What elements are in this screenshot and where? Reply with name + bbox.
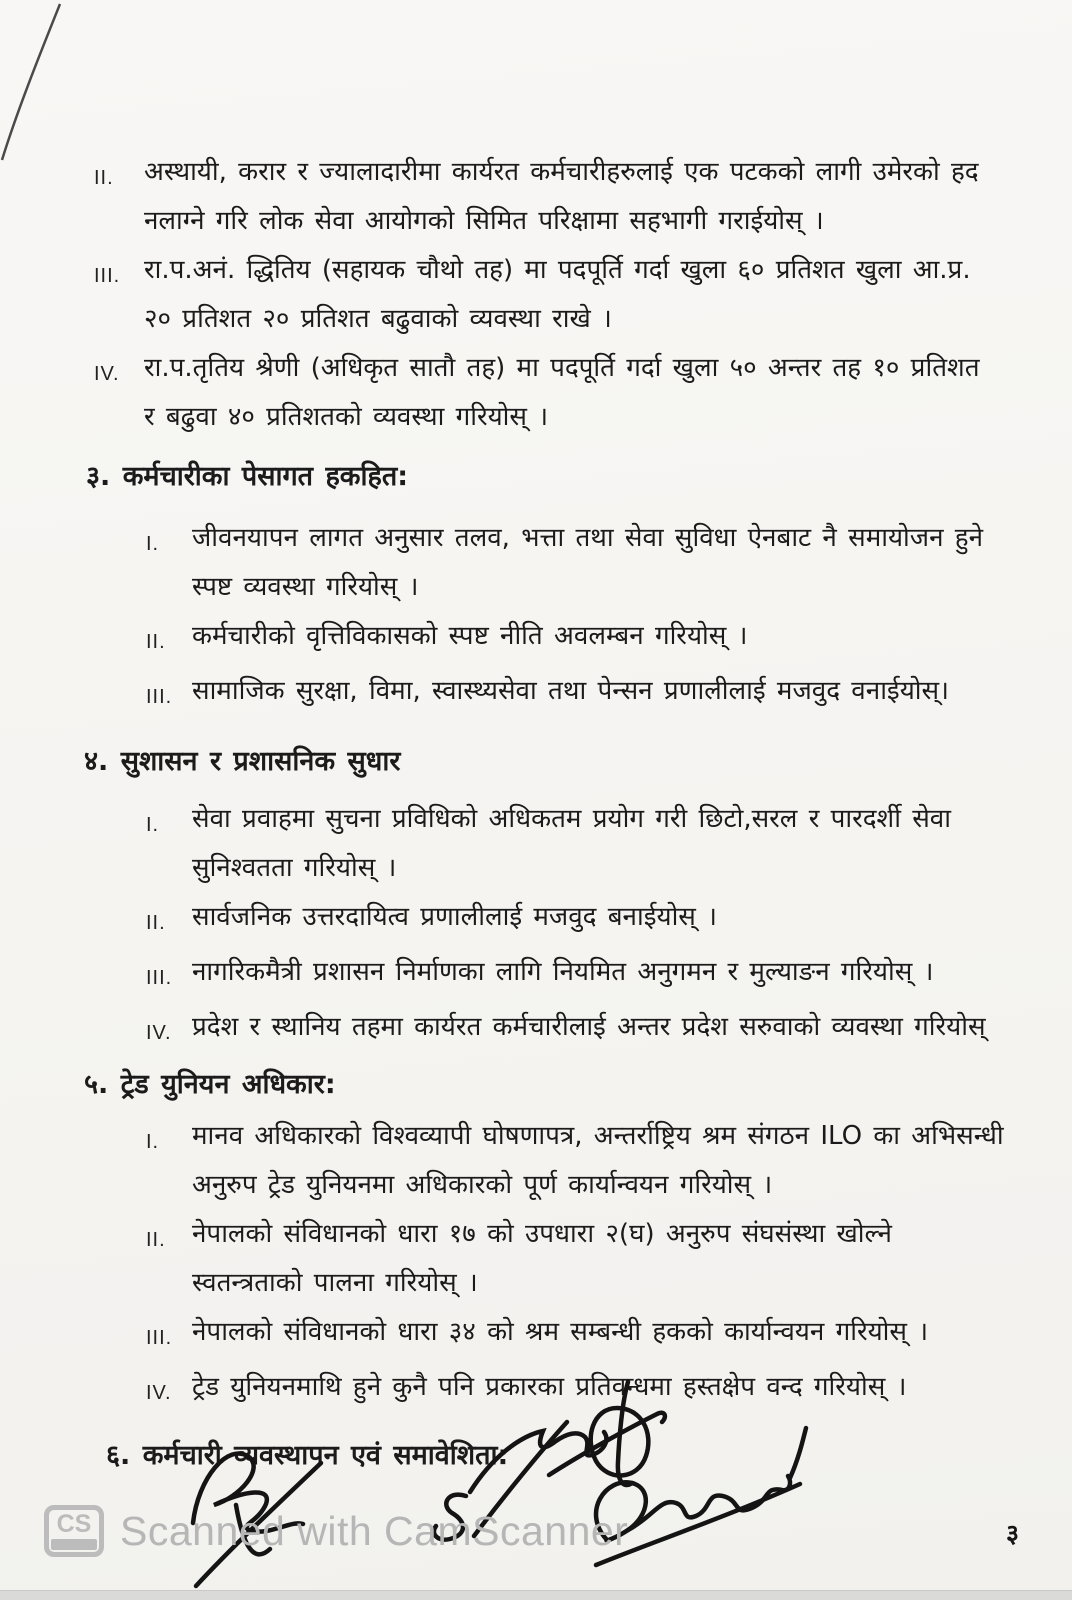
- item-marker: III.: [94, 265, 121, 287]
- text-line: जीवनयापन लागत अनुसार तलव, भत्ता तथा सेवा सुविधा ऐनबाट नै समायोजन हुने: [192, 523, 984, 553]
- list-item: [0, 514, 1045, 612]
- text-line: स्वतन्त्रताको पालना गरियोस् ।: [192, 1268, 478, 1298]
- text-line: कर्मचारीको वृत्तिविकासको स्पष्ट नीति अवलम्बन गरियोस् ।: [192, 621, 748, 651]
- camscanner-logo-icon: [44, 1505, 104, 1557]
- text-line: नेपालको संविधानको धारा १७ को उपधारा २(घ) अनुरुप संघसंस्था खोल्ने: [192, 1219, 892, 1249]
- list-item: [0, 1210, 1045, 1308]
- list-item: [0, 1363, 1045, 1418]
- text-line: अनुरुप ट्रेड युनियनमा अधिकारको पूर्ण कार्यान्वयन गरियोस् ।: [192, 1170, 773, 1200]
- text-line: २० प्रतिशत २० प्रतिशत बढुवाको व्यवस्था राखे ।: [144, 304, 612, 334]
- list-item: [0, 612, 1045, 667]
- list-item: [0, 795, 1045, 893]
- text-line: सार्वजनिक उत्तरदायित्व प्रणालीलाई मजवुद बनाईयोस् ।: [192, 902, 717, 932]
- item-marker: III.: [146, 686, 173, 708]
- item-text: [192, 1112, 1045, 1210]
- text-line: अस्थायी, करार र ज्यालादारीमा कार्यरत कर्मचारीहरुलाई एक पटकको लागी उमेरको हद: [144, 157, 979, 187]
- text-line: ट्रेड युनियनमाथि हुने कुनै पनि प्रकारका प्रतिवन्धमा हस्तक्षेप वन्द गरियोस् ।: [192, 1372, 907, 1402]
- text-line: रा.प.तृतिय श्रेणी (अधिकृत सातौ तह) मा पदपूर्ति गर्दा खुला ५० अन्तर तह १० प्रतिशत: [144, 353, 980, 383]
- item-marker: IV.: [146, 1022, 172, 1044]
- camscanner-logo-text: CS: [56, 1510, 92, 1538]
- text-line: नलाग्ने गरि लोक सेवा आयोगको सिमित परिक्षामा सहभागी गराईयोस् ।: [144, 206, 824, 236]
- camscanner-watermark: [44, 1505, 628, 1557]
- item-marker: II.: [146, 1229, 166, 1251]
- page-number: ३: [1006, 1519, 1020, 1548]
- list-item: [0, 1308, 1045, 1363]
- list-item: [0, 344, 1045, 442]
- item-marker: III.: [146, 1327, 173, 1349]
- text-line: सुनिश्वतता गरियोस् ।: [192, 853, 397, 883]
- item-text: [192, 948, 1045, 1003]
- text-line: प्रदेश र स्थानिय तहमा कार्यरत कर्मचारीलाई अन्तर प्रदेश सरुवाको व्यवस्था गरियोस्: [192, 1012, 986, 1042]
- item-marker: IV.: [94, 363, 120, 385]
- item-marker: II.: [146, 912, 166, 934]
- item-text: [192, 514, 1045, 612]
- scan-bottom-edge: [0, 1590, 1072, 1600]
- text-line: सेवा प्रवाहमा सुचना प्रविधिको अधिकतम प्रयोग गरी छिटो,सरल र पारदर्शी सेवा: [192, 804, 951, 834]
- text-line: नागरिकमैत्री प्रशासन निर्माणका लागि नियमित अनुगमन र मुल्याङन गरियोस् ।: [192, 957, 934, 987]
- item-marker: I.: [146, 814, 160, 836]
- item-text: [192, 1363, 1045, 1418]
- item-text: [192, 667, 1045, 722]
- item-text: [144, 344, 1045, 442]
- list-item: [0, 1003, 1045, 1058]
- item-text: [192, 612, 1045, 667]
- section-heading: ३. कर्मचारीका पेसागत हकहित:: [86, 461, 409, 492]
- item-text: [192, 1210, 1045, 1308]
- item-marker: II.: [94, 167, 114, 189]
- text-line: नेपालको संविधानको धारा ३४ को श्रम सम्बन्धी हकको कार्यान्वयन गरियोस् ।: [192, 1317, 929, 1347]
- text-line: स्पष्ट व्यवस्था गरियोस् ।: [192, 572, 419, 602]
- list-item: [0, 948, 1045, 1003]
- text-line: र बढुवा ४० प्रतिशतको व्यवस्था गरियोस् ।: [144, 402, 549, 432]
- list-item: [0, 1112, 1045, 1210]
- item-marker: I.: [146, 533, 160, 555]
- section-heading: ६. कर्मचारी व्यवस्थापन एवं समावेशिता:: [106, 1440, 509, 1471]
- list-item: [0, 246, 1045, 344]
- camscanner-logo-bar: [51, 1539, 97, 1550]
- list-item: [0, 667, 1045, 722]
- list-item: [0, 148, 1045, 246]
- item-marker: II.: [146, 631, 166, 653]
- section-heading: ५. ट्रेड युनियन अधिकार:: [84, 1069, 336, 1100]
- watermark-text: Scanned with CamScanner: [120, 1507, 629, 1554]
- item-marker: I.: [146, 1131, 160, 1153]
- item-marker: IV.: [146, 1382, 172, 1404]
- page-fold-line: [2, 4, 60, 160]
- item-marker: III.: [146, 967, 173, 989]
- text-line: रा.प.अनं. द्धितिय (सहायक चौथो तह) मा पदपूर्ति गर्दा खुला ६० प्रतिशत खुला आ.प्र.: [144, 255, 971, 285]
- text-line: मानव अधिकारको विश्वव्यापी घोषणापत्र, अन्तर्राष्ट्रिय श्रम संगठन ILO का अभिसन्धी: [192, 1121, 1004, 1151]
- item-text: [192, 1003, 1045, 1058]
- list-item: [0, 893, 1045, 948]
- item-text: [144, 246, 1045, 344]
- section-heading: ४. सुशासन र प्रशासनिक सुधार: [84, 746, 401, 777]
- document-body: [0, 148, 1045, 1480]
- item-text: [192, 795, 1045, 893]
- item-text: [192, 893, 1045, 948]
- text-line: सामाजिक सुरक्षा, विमा, स्वास्थ्यसेवा तथा पेन्सन प्रणालीलाई मजवुद वनाईयोस्।: [192, 676, 949, 706]
- item-text: [192, 1308, 1045, 1363]
- item-text: [144, 148, 1045, 246]
